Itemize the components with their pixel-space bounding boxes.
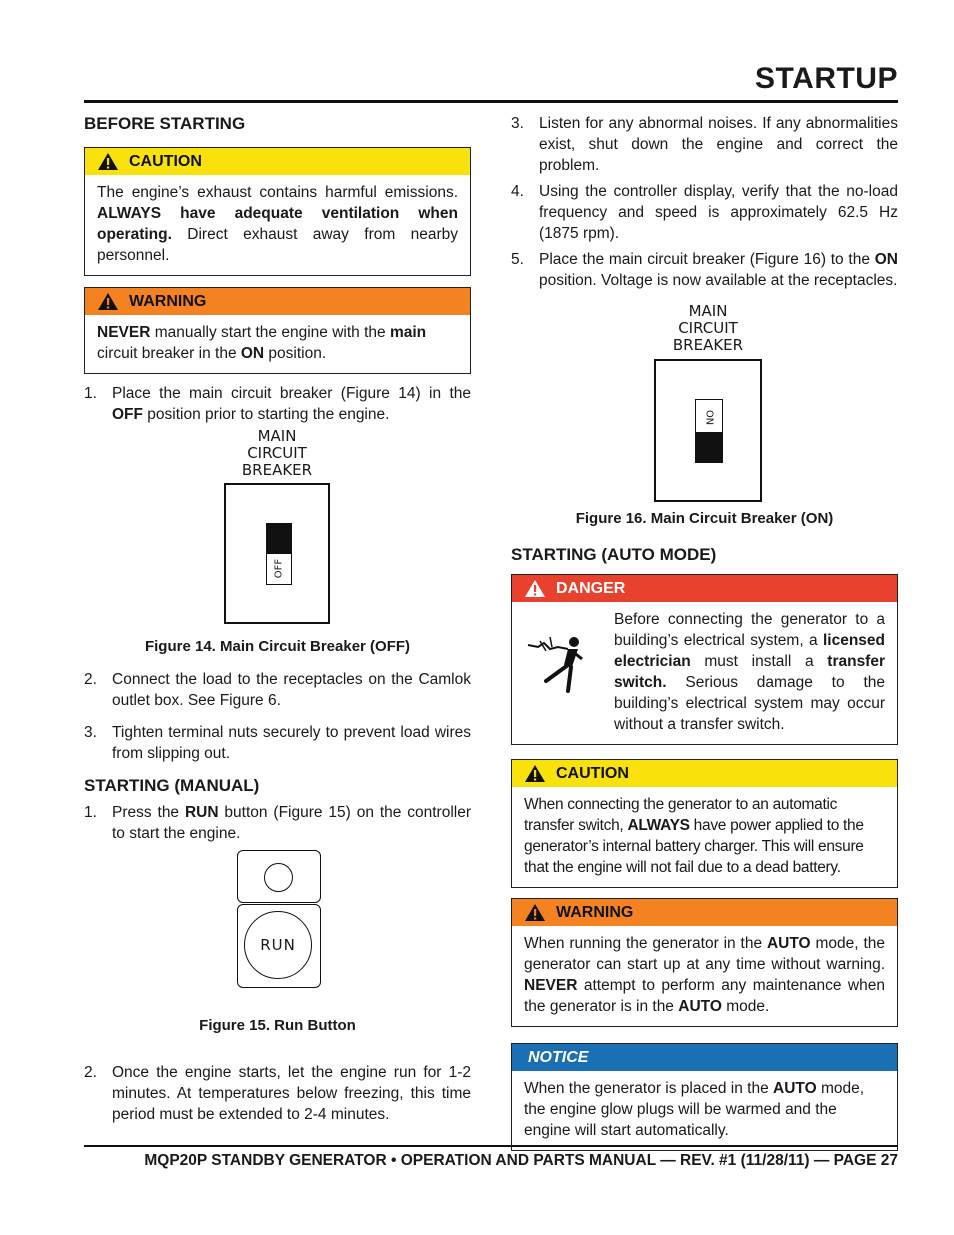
step-number: 4. [511,183,524,200]
warning-body [85,315,470,373]
list-item [84,669,471,711]
danger-bold-electrician: licensed electrician [614,632,885,670]
starting-manual-steps-2 [84,1062,471,1125]
figure-14 [84,425,471,655]
right-column [511,110,898,1151]
breaker-label-line: BREAKER [672,336,744,354]
warning-body [512,926,897,1026]
warning-text-3: attempt to perform any maintenance when the generator is in the [524,977,885,1015]
caution-body [85,175,470,275]
warning-label: WARNING [129,292,207,310]
caution-text-2: have power applied to the generator’s internal battery charger. This will ensure that the engine will not fail due to a dead battery. [524,817,864,876]
list-item [511,113,898,176]
danger-label: DANGER [556,579,626,597]
list-item [84,802,471,844]
indicator-light-icon [264,863,293,892]
list-item [84,1062,471,1125]
danger-text [614,609,885,735]
switch-off-label: OFF [273,558,285,579]
auto-caution-box [511,759,898,888]
left-column [84,110,471,1125]
breaker-label-line: MAIN [257,427,297,445]
step-text-part: Place the main circuit breaker (Figure 14) in the [112,385,471,402]
step-text [539,249,898,291]
warning-text-4: mode. [721,998,770,1015]
switch-on-label: ON [703,409,715,426]
controller-indicator-panel [237,850,321,903]
step-text: Once the engine starts, let the engine run for 1-2 minutes. At temperatures below freezing, this time period must be extended to 2-4 minutes. [112,1064,471,1123]
warning-bold-auto: AUTO [766,935,811,952]
danger-text-1: Before connecting the generator to a building’s electrical system, a [614,611,885,649]
warning-bold-on: ON [240,345,265,362]
breaker-label-line: MAIN [688,302,728,320]
figure-15 [84,844,471,1050]
warning-triangle-icon [524,579,546,598]
breaker-label-line: CIRCUIT [247,444,307,462]
warning-text-2: mode, the generator can start up at any time without warning. [524,935,885,973]
step-text [112,802,471,844]
warning-triangle-icon [97,292,119,311]
warning-bold-never: NEVER [524,977,578,994]
starting-manual-steps [84,802,471,844]
caution-body [512,787,897,887]
warning-triangle-icon [524,903,546,922]
caution-label: CAUTION [556,764,629,782]
danger-header [512,575,897,602]
warning-triangle-icon [97,152,119,171]
danger-box [511,574,898,745]
caution-text [97,182,458,266]
warning-bold-auto: AUTO [678,998,722,1015]
figure-16 [511,291,898,533]
list-item [84,383,471,425]
breaker-panel [654,359,762,502]
notice-text-1: When the generator is placed in the [524,1080,774,1097]
starting-manual-heading: STARTING (MANUAL) [84,776,260,795]
step-text [112,383,471,425]
auto-warning-box [511,898,898,1027]
page-title: STARTUP [755,62,898,95]
step-text: Connect the load to the receptacles on the Camlok outlet box. See Figure 6. [112,671,471,709]
step-number: 3. [84,724,97,741]
caution-text-2: Direct exhaust away from nearby personnel. [97,226,458,264]
notice-label: NOTICE [528,1048,589,1066]
warning-text [524,933,885,1017]
step-text: Tighten terminal nuts securely to prevent load wires from slipping out. [112,724,471,762]
notice-box [511,1043,898,1151]
warning-label: WARNING [556,903,634,921]
caution-text [524,794,885,878]
warning-text-1: manually start the engine with the [150,324,390,341]
figure-16-caption: Figure 16. Main Circuit Breaker (ON) [575,510,834,527]
breaker-label-line: BREAKER [241,461,313,479]
breaker-panel [224,483,330,624]
before-starting-steps [84,383,471,425]
danger-text-3: Serious damage to the building’s electrical system may occur without a transfer switch. [614,674,885,733]
step-text-part: Press the [112,804,185,821]
run-button-panel [237,904,321,988]
warning-text-1: When running the generator in the [524,935,767,952]
breaker-label-line: CIRCUIT [678,319,738,337]
list-item [511,181,898,244]
step-text-part: Place the main circuit breaker (Figure 16) to the [539,251,875,268]
breaker-toggle [696,432,722,462]
breaker-switch [695,399,723,463]
step-text-part: button (Figure 15) on the controller to start the engine. [112,804,472,842]
step-text-part: position prior to starting the engine. [143,406,390,423]
warning-bold-never: NEVER [97,324,151,341]
caution-header [512,760,897,787]
step-number: 1. [84,804,97,821]
step-number: 5. [511,251,524,268]
danger-bold-transfer-switch: transfer switch. [614,653,885,691]
step-text-part: position. Voltage is now available at the receptacles. [539,272,898,289]
caution-text-bold: ALWAYS have adequate ventilation when operating. [97,205,458,243]
list-item [84,722,471,764]
step-number: 2. [84,1064,97,1081]
danger-text-2: must install a [690,653,828,670]
step-text: Listen for any abnormal noises. If any abnormalities exist, shut down the engine and correct the problem. [539,115,898,174]
breaker-label [224,428,330,479]
caution-header [85,148,470,175]
breaker-switch [266,523,292,585]
notice-text-2: mode, the engine glow plugs will be warmed and the engine will start automatically. [524,1080,865,1139]
list-item [511,249,898,291]
warning-header [85,288,470,315]
right-steps [511,113,898,291]
breaker-label [654,303,762,354]
warning-text-2: circuit breaker in the [97,345,241,362]
footer-rule [84,1145,898,1147]
caution-bold-always: ALWAYS [627,817,690,834]
step-bold-on: ON [874,251,898,268]
caution-label: CAUTION [129,152,202,170]
caution-box [84,147,471,276]
notice-body [512,1071,897,1150]
warning-text [97,322,458,364]
starting-auto-heading: STARTING (AUTO MODE) [511,545,717,564]
notice-header [512,1044,897,1071]
figure-14-caption: Figure 14. Main Circuit Breaker (OFF) [144,638,411,655]
step-number: 1. [84,385,97,402]
warning-text-3: position. [264,345,327,362]
notice-bold-auto: AUTO [773,1080,817,1097]
step-text: Using the controller display, verify that the no-load frequency and speed is approximately 62.5 Hz (1875 rpm). [539,183,898,242]
step-number: 3. [511,115,524,132]
step-bold-off: OFF [112,406,143,423]
warning-bold-main: main [389,324,427,341]
breaker-toggle [267,524,291,554]
caution-text-1: When connecting the generator to an automatic transfer switch, [524,796,838,834]
warning-box [84,287,471,374]
electrocution-icon [524,609,614,735]
warning-header [512,899,897,926]
danger-body [512,602,897,744]
step-number: 2. [84,671,97,688]
step-bold-run: RUN [184,804,219,821]
caution-text-1: The engine’s exhaust contains harmful emissions. [97,184,458,201]
before-starting-steps-2 [84,669,471,764]
title-rule [84,100,898,103]
page-footer: MQP20P STANDBY GENERATOR • OPERATION AND PARTS MANUAL — REV. #1 (11/28/11) — PAGE 27 [144,1152,898,1169]
run-button: RUN [244,911,312,979]
warning-triangle-icon [524,764,546,783]
notice-text [524,1078,885,1141]
figure-15-caption: Figure 15. Run Button [199,1017,356,1034]
before-starting-heading: BEFORE STARTING [84,114,246,133]
